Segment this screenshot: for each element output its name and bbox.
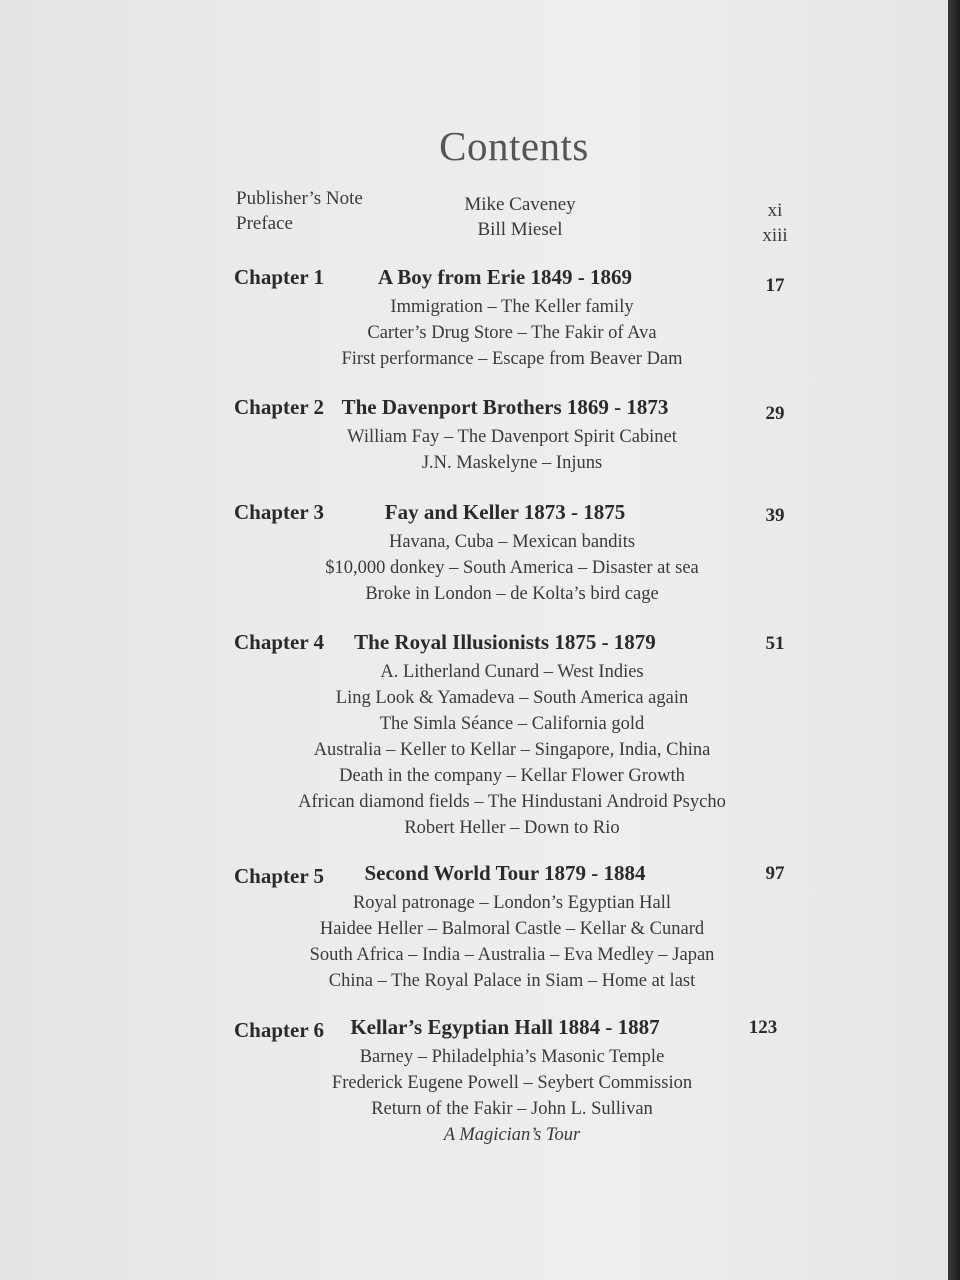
- chapter-page-number: 51: [765, 633, 785, 654]
- chapter-topic-line: The Simla Séance – California gold: [379, 714, 645, 734]
- front-matter-page: xi: [767, 200, 783, 221]
- chapter-topic-line: Return of the Fakir – John L. Sullivan: [371, 1099, 653, 1119]
- chapter-label: Chapter 4: [234, 630, 325, 654]
- chapter-title: The Davenport Brothers 1869 - 1873: [341, 395, 669, 419]
- front-matter-author: Mike Caveney: [464, 194, 576, 215]
- chapter-topic-line: Ling Look & Yamadeva – South America again: [335, 688, 689, 708]
- chapter-topic-line: Carter’s Drug Store – The Fakir of Ava: [367, 323, 657, 343]
- chapter-page-number: 17: [765, 275, 785, 296]
- chapter-topic-line: South Africa – India – Australia – Eva Medley – Japan: [309, 945, 715, 965]
- chapter-page-number: 39: [765, 505, 785, 526]
- chapter-topic-line: Death in the company – Kellar Flower Growth: [339, 766, 685, 786]
- chapter-topic-line: William Fay – The Davenport Spirit Cabinet: [347, 427, 677, 447]
- chapter-topics: [0, 529, 960, 607]
- chapter-topic-line: Broke in London – de Kolta’s bird cage: [365, 584, 659, 604]
- chapter-title: The Royal Illusionists 1875 - 1879: [354, 630, 656, 654]
- chapter-title: Kellar’s Egyptian Hall 1884 - 1887: [350, 1015, 660, 1039]
- page-edge-shadow: [948, 0, 960, 1280]
- chapter-topics: [0, 1044, 960, 1148]
- chapter-label: Chapter 1: [234, 265, 325, 289]
- chapter-label: Chapter 6: [234, 1018, 325, 1042]
- chapter-topic-line: China – The Royal Palace in Siam – Home at last: [328, 971, 696, 991]
- chapter-topic-line: Haidee Heller – Balmoral Castle – Kellar & Cunard: [319, 919, 705, 939]
- chapter-topic-line: Royal patronage – London’s Egyptian Hall: [352, 893, 672, 913]
- chapter-topic-line: A. Litherland Cunard – West Indies: [380, 662, 644, 682]
- chapter-title: Fay and Keller 1873 - 1875: [384, 500, 626, 524]
- chapter-subtitle-italic: A Magician’s Tour: [443, 1125, 581, 1145]
- front-matter-page: xiii: [762, 225, 788, 246]
- chapter-label: Chapter 3: [234, 500, 325, 524]
- chapter-topic-line: Immigration – The Keller family: [390, 297, 634, 317]
- chapter-topic-line: $10,000 donkey – South America – Disaster at sea: [325, 558, 699, 578]
- chapter-topic-line: First performance – Escape from Beaver Dam: [341, 349, 683, 369]
- chapter-topic-line: African diamond fields – The Hindustani Android Psycho: [298, 792, 726, 812]
- chapter-topics: [0, 659, 960, 841]
- front-matter-label: Publisher’s Note: [236, 188, 363, 209]
- chapter-label: Chapter 5: [234, 864, 325, 888]
- chapter-topic-line: J.N. Maskelyne – Injuns: [421, 453, 603, 473]
- chapter-title: A Boy from Erie 1849 - 1869: [378, 265, 632, 289]
- chapter-page-number: 29: [765, 403, 785, 424]
- chapter-page-number: 123: [748, 1017, 778, 1038]
- chapter-topic-line: Australia – Keller to Kellar – Singapore, India, China: [313, 740, 711, 760]
- page-title: Contents: [439, 123, 589, 169]
- chapter-label: Chapter 2: [234, 395, 325, 419]
- chapter-topics: [0, 424, 960, 476]
- front-matter-author: Bill Miesel: [477, 219, 563, 240]
- chapter-topic-line: Havana, Cuba – Mexican bandits: [388, 532, 636, 552]
- chapter-title: Second World Tour 1879 - 1884: [364, 861, 646, 885]
- chapter-topics: [0, 890, 960, 994]
- front-matter-label: Preface: [236, 213, 293, 234]
- chapter-topics: [0, 294, 960, 372]
- chapter-topic-line: Robert Heller – Down to Rio: [404, 818, 620, 838]
- chapter-topic-line: Barney – Philadelphia’s Masonic Temple: [359, 1047, 665, 1067]
- chapter-page-number: 97: [765, 863, 785, 884]
- chapter-topic-line: Frederick Eugene Powell – Seybert Commission: [331, 1073, 693, 1093]
